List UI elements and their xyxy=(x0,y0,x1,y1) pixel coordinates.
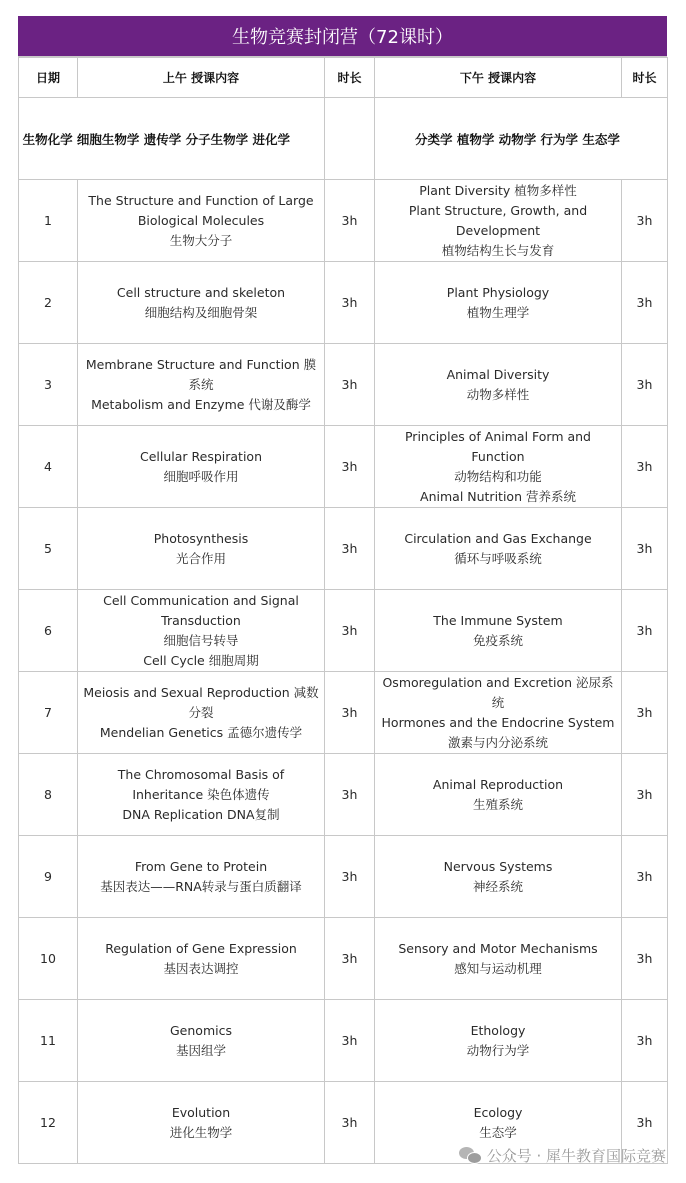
pm-content-line: The Immune System xyxy=(433,612,563,628)
pm-content-line: Plant Diversity 植物多样性 xyxy=(419,182,577,198)
am-content-cell xyxy=(78,1082,325,1164)
pm-duration-cell: 3h xyxy=(622,918,668,1000)
pm-duration-cell: 3h xyxy=(622,590,668,672)
pm-duration-cell: 3h xyxy=(622,180,668,262)
pm-content-line: Principles of Animal Form and Function xyxy=(404,428,591,464)
pm-content-cell xyxy=(375,754,622,836)
am-content-cell xyxy=(78,262,325,344)
day-cell: 6 xyxy=(19,590,78,672)
table-row xyxy=(19,262,668,344)
am-content-line: 基因表达调控 xyxy=(163,960,239,976)
am-duration-cell: 3h xyxy=(325,180,375,262)
am-duration-cell: 3h xyxy=(325,1082,375,1164)
pm-content-line: Circulation and Gas Exchange xyxy=(404,530,592,546)
am-duration-cell: 3h xyxy=(325,918,375,1000)
pm-duration-cell: 3h xyxy=(622,344,668,426)
day-cell: 12 xyxy=(19,1082,78,1164)
pm-content-line: 激素与内分泌系统 xyxy=(447,734,548,750)
am-content-line: 进化生物学 xyxy=(169,1124,233,1140)
am-content-line: Mendelian Genetics 孟德尔遗传学 xyxy=(99,724,303,740)
day-cell: 7 xyxy=(19,672,78,754)
am-content-line: Evolution xyxy=(171,1104,231,1120)
table-row xyxy=(19,836,668,918)
watermark-text: 公众号 · 犀牛教育国际竞赛 xyxy=(486,1146,666,1165)
watermark xyxy=(459,1143,666,1167)
day-cell: 2 xyxy=(19,262,78,344)
am-content-cell xyxy=(78,426,325,508)
pm-content-line: 神经系统 xyxy=(472,878,523,894)
pm-content-line: Animal Nutrition 营养系统 xyxy=(420,488,576,504)
pm-content-line: Nervous Systems xyxy=(443,858,553,874)
pm-content-cell xyxy=(375,180,622,262)
pm-duration-cell: 3h xyxy=(622,672,668,754)
day-cell: 8 xyxy=(19,754,78,836)
pm-content-line: 动物行为学 xyxy=(466,1042,530,1058)
pm-duration-cell: 3h xyxy=(622,508,668,590)
am-content-cell xyxy=(78,1000,325,1082)
pm-duration-cell: 3h xyxy=(622,1082,668,1164)
header-pm: 下午 授课内容 xyxy=(375,58,622,98)
table-row xyxy=(19,672,668,754)
table-row xyxy=(19,754,668,836)
am-duration-cell: 3h xyxy=(325,836,375,918)
pm-content-line: Animal Diversity xyxy=(446,366,550,382)
table-row xyxy=(19,508,668,590)
am-content-cell xyxy=(78,836,325,918)
am-content-cell xyxy=(78,672,325,754)
am-content-line: Genomics xyxy=(170,1022,232,1038)
am-content-line: Cell Cycle 细胞周期 xyxy=(143,652,259,668)
am-content-line: 细胞呼吸作用 xyxy=(163,468,239,484)
schedule-document xyxy=(18,16,667,1164)
pm-content-line: Animal Reproduction xyxy=(432,776,564,792)
am-content-line: Meiosis and Sexual Reproduction 减数分裂 xyxy=(83,684,319,720)
pm-content-line: 生殖系统 xyxy=(472,796,523,812)
pm-subjects: 分类学 植物学 动物学 行为学 生态学 xyxy=(375,98,668,180)
subject-row xyxy=(19,98,668,180)
day-cell: 5 xyxy=(19,508,78,590)
pm-duration-cell: 3h xyxy=(622,754,668,836)
am-content-line: DNA Replication DNA复制 xyxy=(122,806,280,822)
pm-content-line: 植物生理学 xyxy=(466,304,530,320)
wechat-icon xyxy=(459,1146,481,1164)
pm-content-cell xyxy=(375,426,622,508)
am-duration-cell: 3h xyxy=(325,344,375,426)
pm-content-line: Ecology xyxy=(473,1104,523,1120)
am-content-line: Membrane Structure and Function 膜系统 xyxy=(85,356,317,392)
am-content-line: The Structure and Function of Large Biological Molecules xyxy=(88,192,314,228)
table-row xyxy=(19,344,668,426)
am-duration-cell: 3h xyxy=(325,508,375,590)
pm-content-line: 免疫系统 xyxy=(472,632,523,648)
schedule-table xyxy=(18,57,668,1164)
am-content-cell xyxy=(78,508,325,590)
am-content-line: 基因表达——RNA转录与蛋白质翻译 xyxy=(100,878,302,894)
pm-duration-cell: 3h xyxy=(622,426,668,508)
day-cell: 1 xyxy=(19,180,78,262)
am-content-line: 细胞结构及细胞骨架 xyxy=(144,304,258,320)
header-day: 日期 xyxy=(19,58,78,98)
pm-content-cell xyxy=(375,262,622,344)
pm-content-cell xyxy=(375,508,622,590)
am-content-line: Cell Communication and Signal Transduction xyxy=(103,592,299,628)
pm-content-cell xyxy=(375,918,622,1000)
am-content-cell xyxy=(78,344,325,426)
header-pm-duration: 时长 xyxy=(622,58,668,98)
day-cell: 3 xyxy=(19,344,78,426)
pm-content-line: 感知与运动机理 xyxy=(454,960,542,976)
am-duration-cell: 3h xyxy=(325,590,375,672)
day-cell: 4 xyxy=(19,426,78,508)
header-row xyxy=(19,58,668,98)
am-duration-cell: 3h xyxy=(325,262,375,344)
am-content-line: Cell structure and skeleton xyxy=(116,284,286,300)
pm-content-line: Osmoregulation and Excretion 泌尿系统 xyxy=(382,674,614,710)
day-cell: 10 xyxy=(19,918,78,1000)
pm-content-line: 循环与呼吸系统 xyxy=(454,550,542,566)
pm-content-line: Hormones and the Endocrine System xyxy=(381,714,615,730)
am-content-line: 基因组学 xyxy=(175,1042,226,1058)
pm-content-line: 植物结构生长与发育 xyxy=(441,242,555,258)
table-row xyxy=(19,426,668,508)
pm-content-line: 动物结构和功能 xyxy=(454,468,542,484)
am-duration-cell: 3h xyxy=(325,754,375,836)
am-content-cell xyxy=(78,918,325,1000)
pm-duration-cell: 3h xyxy=(622,836,668,918)
am-subjects-spacer xyxy=(325,98,375,180)
pm-content-cell xyxy=(375,672,622,754)
pm-content-line: 动物多样性 xyxy=(466,386,530,402)
pm-content-line: Plant Physiology xyxy=(446,284,550,300)
table-row xyxy=(19,180,668,262)
page-title: 生物竞赛封闭营（72课时） xyxy=(18,16,667,57)
table-row xyxy=(19,918,668,1000)
pm-content-cell xyxy=(375,590,622,672)
am-content-line: From Gene to Protein xyxy=(134,858,268,874)
am-content-line: 细胞信号转导 xyxy=(163,632,239,648)
table-row xyxy=(19,590,668,672)
am-content-cell xyxy=(78,180,325,262)
am-content-line: Cellular Respiration xyxy=(139,448,262,464)
pm-content-line: Plant Structure, Growth, and Development xyxy=(408,202,588,238)
am-subjects: 生物化学 细胞生物学 遗传学 分子生物学 进化学 xyxy=(19,98,325,180)
table-row xyxy=(19,1000,668,1082)
day-cell: 9 xyxy=(19,836,78,918)
pm-content-cell xyxy=(375,344,622,426)
am-content-line: 光合作用 xyxy=(175,550,226,566)
am-content-line: Photosynthesis xyxy=(153,530,249,546)
am-content-line: Regulation of Gene Expression xyxy=(105,940,297,956)
am-duration-cell: 3h xyxy=(325,672,375,754)
pm-duration-cell: 3h xyxy=(622,262,668,344)
am-content-line: The Chromosomal Basis of Inheritance 染色体遗传 xyxy=(117,766,285,802)
pm-content-line: Ethology xyxy=(470,1022,526,1038)
pm-content-cell xyxy=(375,836,622,918)
header-am: 上午 授课内容 xyxy=(78,58,325,98)
am-content-cell xyxy=(78,590,325,672)
am-content-line: 生物大分子 xyxy=(169,232,233,248)
am-content-line: Metabolism and Enzyme 代谢及酶学 xyxy=(91,396,311,412)
day-cell: 11 xyxy=(19,1000,78,1082)
am-content-cell xyxy=(78,754,325,836)
pm-duration-cell: 3h xyxy=(622,1000,668,1082)
am-duration-cell: 3h xyxy=(325,426,375,508)
pm-content-line: 生态学 xyxy=(479,1124,517,1140)
pm-content-line: Sensory and Motor Mechanisms xyxy=(398,940,598,956)
am-duration-cell: 3h xyxy=(325,1000,375,1082)
pm-content-cell xyxy=(375,1000,622,1082)
header-am-duration: 时长 xyxy=(325,58,375,98)
